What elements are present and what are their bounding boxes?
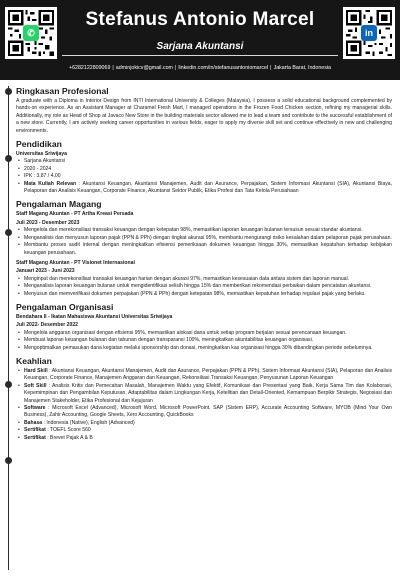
contact-separator: | [112,65,114,71]
whatsapp-qr-code [5,7,57,59]
list-item [24,435,392,442]
item-label: Hard Skill [24,367,48,374]
skills-list [16,368,392,442]
contact-separator: | [174,65,177,71]
location: Jakarta Barat, Indonesia [273,65,331,71]
item-text: IPK : 3,87 / 4,00 [24,173,61,180]
list-item [24,158,392,165]
education-section [16,139,392,195]
timeline-dot [5,88,12,95]
list-item: • Membantu proses audit internal dengan meningkatkan efisiensi pemeriksaan dokumen keuangan hingga 30%, memastikan kepatuhan terhadap kebijakan keuangan perusahaan. [24,242,392,257]
list-item: • Mengelola anggaran organisasi dengan efisiensi 95%, memastikan alokasi dana untuk setiap program berjalan sesuai perencanaan keuangan. [24,330,392,337]
list-item: • Menginput dan merekonsiliasi transaksi keuangan harian dengan akurasi 97%, memastikan kesesuaian data antara sistem dan laporan manual. [24,276,392,283]
item-text: 2020 - 2024 [24,165,52,172]
item-label: Bahasa [24,419,43,426]
item-text: : Brevet Pajak A & B [45,434,93,441]
internship-section [16,199,392,297]
candidate-title: Sarjana Akuntansi [156,41,244,52]
section-heading: Pendidikan [16,139,62,150]
title-divider [62,55,338,56]
education-list [16,158,392,195]
item-text: : Microsoft Excel (Advanced), Microsoft Word, Microsoft PowerPoint, SAP (Sistem ERP), Accurate Accounting Software, MYOB (Mind Your Own Business), Zahir Accounting, Google Sheets, Xero Accounting, QuickBooks [24,405,392,419]
list-item [24,420,392,427]
resume-header [0,0,400,80]
item-label: Soft Skill [24,382,47,389]
institution-name: Universitas Sriwijaya [16,151,67,158]
list-item: • Membuat laporan keuangan bulanan dan tahunan dengan transparansi 100%, meningkatkan akuntabilitas keuangan organisasi. [24,337,392,344]
linkedin-qr-code [343,7,395,59]
job-role: Staff Magang Akuntan - PT Visionet Internasional [16,259,135,266]
list-item [24,427,392,434]
job-bullets [16,276,392,298]
item-label: Sertifikat [24,434,46,441]
whatsapp-icon: ✆ [23,25,39,41]
linkedin-url[interactable]: linkedin.com/in/stefanusantoniomarcel [178,65,269,71]
job-period: Juli 2023 - Desember 2023 [16,219,80,226]
item-label: Software [24,405,46,411]
skills-section [16,356,392,442]
section-heading: Keahlian [16,355,52,366]
summary-text: A graduate with a Diploma in Interior Design from INTI International University & Colleges (Malaysia), I possess a solid educational background complemented by hands-on experience. As an Assistant Manager at Charamel Fresh Mart, I managed operations in the Frozen Food Chicken section, refining my managerial skills. Additionally, my role as Head of Shop at Javaco New Store in the building materials sector allowed me to lead a team and contribute to the successful establishment of a new store. Currently, I am actively seeking career opportunities in various fields, eager to apply my diverse skill set and continue effectively in new and challenging environments. [16,98,392,134]
list-item [24,181,392,196]
section-heading: Pengalaman Organisasi [16,301,114,312]
contact-separator: | [270,65,272,71]
job-bullets [16,227,392,257]
section-heading: Ringkasan Profesional [16,86,109,96]
resume-body [16,86,392,446]
item-text: : Akuntansi Keuangan, Akuntansi Manajemen, Audit dan Asurance, Perpajakan (PPN & PPh), Sistem Informasi Akuntansi (SIA), Pelaporan dan Analisis Keuangan, Corporate Finance, Manajemen Anggaran dan Keuangan, Rekonsiliasi Transaksi Keuangan, Penyusunan Laporan Keuangan [24,367,392,382]
job-period: Januari 2023 - Juni 2023 [16,268,75,275]
list-item: • Mengelola dan merekonsiliasi transaksi keuangan dengan ketepatan 98%, memastikan laporan keuangan bulanan tersusun sesuai standar akuntansi. [24,227,392,234]
list-item: • Menyusun dan memverifikasi dokumen perpajakan (PPN & PPh) dengan ketepatan 98%, memastikan kepatuhan terhadap regulasi pajak yang berlaku. [24,291,392,298]
summary-section [16,86,392,135]
list-item [24,368,392,383]
timeline-dot [5,229,12,236]
list-item: • Menganalisis laporan keuangan bulanan untuk mengidentifikasi selisih hingga 15% dan memberikan rekomendasi perbaikan dalam pencatatan akuntansi. [24,283,392,290]
list-item: • Menganalisis dan menyusun laporan pajak (PPN & PPh) dengan tingkat akurasi 95%, membantu mengurangi risiko kesalahan dalam pelaporan pajak perusahaan. [24,235,392,242]
email-address[interactable]: adminjokicv@gmail.com [115,65,173,71]
list-item [24,405,392,420]
item-text: : Akuntansi Keuangan, Akuntansi Manajemen, Audit dan Asurance, Perpajakan, Sistem Informasi Akuntansi (SIA), Akuntansi Biaya, Pelaporan dan Analisis Keuangan, Corporate Finance, Akuntansi Sektor Publik, Etika Profesi dan Tata Kelola Perusahaan [24,180,392,195]
phone-number: +6282122809069 [69,65,111,71]
list-item: • Mengoptimalkan pemasukan dana kegiatan melalui sponsorship dan donasi, meningkatkan kas organisasi hingga 30% dibandingkan periode sebelumnya. [24,345,392,352]
job-role: Staff Magang Akuntan - PT Artha Kreasi Persada [16,211,134,218]
item-text: : TOEFL Score 560 [45,427,91,434]
list-item [24,166,392,173]
timeline-dot [5,155,12,162]
linkedin-icon: in [361,25,377,41]
item-text: : Indonesia (Native), English (Advanced) [42,419,135,426]
org-bullets [16,330,392,352]
organization-section [16,302,392,352]
org-period: Juli 2022- Desember 2022 [16,322,79,329]
list-item [24,383,392,405]
candidate-name: Stefanus Antonio Marcel [85,9,315,30]
item-text: : Analisis Kritis dan Pemecahan Masalah, Manajemen Waktu yang Efektif, Komunikasi dan Presentasi yang Baik, Kerja Sama Tim dan Kolaborasi, Kepemimpinan dan Pengambilan Keputusan, Adaptabilitas dalam Lingkungan Kerja, Ketelitian dan Detail-Oriented, Kemampuan Berpikir Strategis, Negosiasi dan Manajemen Stakeholder, Etika Profesional dan Kejujuran [24,382,392,404]
item-label: Sertifikat [24,427,46,434]
item-text: Sarjana Akuntansi [24,158,66,165]
list-item [24,173,392,180]
item-label: Mata Kuliah Relevan [24,180,77,187]
timeline-dot [5,381,12,388]
org-role: Bendahara II - Ikatan Mahasiswa Akuntansi Universitas Sriwijaya [16,313,173,320]
timeline-dot [5,457,12,464]
section-heading: Pengalaman Magang [16,199,102,210]
contact-line [4,64,396,72]
